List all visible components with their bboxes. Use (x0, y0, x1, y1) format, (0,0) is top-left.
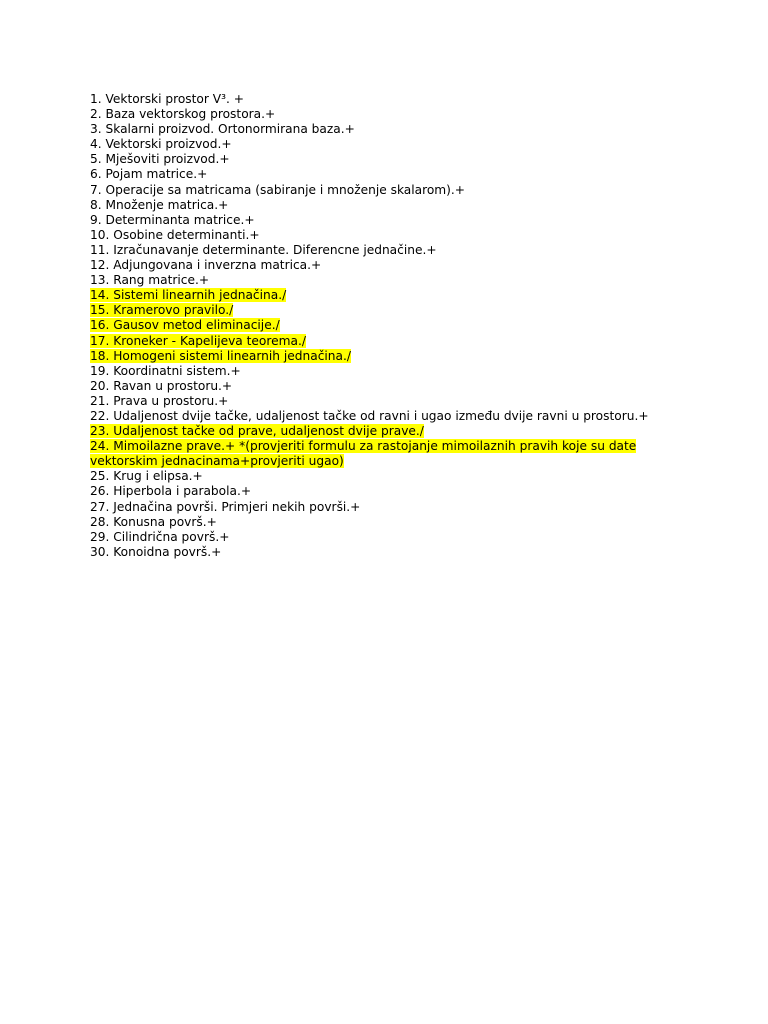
list-item-text: 10. Osobine determinanti.+ (90, 227, 260, 242)
list-item-6 (90, 167, 690, 182)
list-item-28 (90, 515, 690, 530)
list-item-text: 21. Prava u prostoru.+ (90, 393, 229, 408)
list-item-2 (90, 107, 690, 122)
list-item-text: 9. Determinanta matrice.+ (90, 212, 255, 227)
list-item-22 (90, 409, 690, 424)
list-item-9 (90, 213, 690, 228)
list-item-text: 19. Koordinatni sistem.+ (90, 363, 241, 378)
list-item-12 (90, 258, 690, 273)
list-item-18 (90, 349, 690, 364)
list-item-text: 2. Baza vektorskog prostora.+ (90, 107, 276, 122)
list-item-text: 28. Konusna površ.+ (90, 514, 217, 529)
list-item-text: 25. Krug i elipsa.+ (90, 469, 203, 484)
list-item-text: 26. Hiperbola i parabola.+ (90, 484, 252, 499)
list-item-1 (90, 92, 690, 107)
list-item-24-continuation (90, 454, 690, 469)
list-item-text-highlighted: 18. Homogeni sistemi linearnih jednačina./ (90, 348, 351, 363)
list-item-text-highlighted: 17. Kroneker - Kapelijeva teorema./ (90, 333, 306, 348)
list-item-11 (90, 243, 690, 258)
list-item-text: 22. Udaljenost dvije tačke, udaljenost tačke od ravni i ugao između dvije ravni u prostoru.+ (90, 408, 649, 423)
list-item-5 (90, 152, 690, 167)
list-item-29 (90, 530, 690, 545)
document-page (90, 92, 690, 560)
list-item-text: 12. Adjungovana i inverzna matrica.+ (90, 258, 322, 273)
list-item-text: 7. Operacije sa matricama (sabiranje i množenje skalarom).+ (90, 182, 466, 197)
list-item-text: 3. Skalarni proizvod. Ortonormirana baza.+ (90, 122, 355, 137)
list-item-text-highlighted: 16. Gausov metod eliminacije./ (90, 318, 280, 333)
list-item-19 (90, 364, 690, 379)
list-item-text-highlighted: 23. Udaljenost tačke od prave, udaljenost dvije prave./ (90, 424, 424, 439)
list-item-7 (90, 183, 690, 198)
list-item-13 (90, 273, 690, 288)
list-item-16 (90, 318, 690, 333)
list-item-text: 20. Ravan u prostoru.+ (90, 378, 233, 393)
list-item-27 (90, 500, 690, 515)
list-item-30 (90, 545, 690, 560)
list-item-text: 27. Jednačina površi. Primjeri nekih površi.+ (90, 499, 361, 514)
list-item-text: 1. Vektorski prostor V³. + (90, 92, 244, 106)
list-item-text: 30. Konoidna površ.+ (90, 544, 222, 559)
list-item-text: 8. Množenje matrica.+ (90, 197, 229, 212)
list-item-text-highlighted: 14. Sistemi linearnih jednačina./ (90, 288, 287, 303)
list-item-20 (90, 379, 690, 394)
list-item-text: 6. Pojam matrice.+ (90, 167, 208, 182)
list-item-text: 11. Izračunavanje determinante. Diferencne jednačine.+ (90, 242, 437, 257)
list-item-3 (90, 122, 690, 137)
list-item-8 (90, 198, 690, 213)
list-item-21 (90, 394, 690, 409)
list-item-15 (90, 303, 690, 318)
list-item-text: 29. Cilindrična površ.+ (90, 529, 230, 544)
list-item-text: 4. Vektorski proizvod.+ (90, 137, 232, 152)
list-item-4 (90, 137, 690, 152)
list-item-17 (90, 334, 690, 349)
list-item-text: 13. Rang matrice.+ (90, 273, 210, 288)
list-item-text-highlighted: 24. Mimoilazne prave.+ *(provjeriti formulu za rastojanje mimoilaznih pravih koje su date (90, 439, 637, 454)
list-item-text: 5. Mješoviti proizvod.+ (90, 152, 230, 167)
list-item-23 (90, 424, 690, 439)
list-item-24 (90, 439, 690, 454)
list-item-14 (90, 288, 690, 303)
list-item-text-highlighted: vektorskim jednacinama+provjeriti ugao) (90, 454, 344, 469)
list-item-text-highlighted: 15. Kramerovo pravilo./ (90, 303, 234, 318)
list-item-26 (90, 484, 690, 499)
list-item-10 (90, 228, 690, 243)
list-item-25 (90, 469, 690, 484)
